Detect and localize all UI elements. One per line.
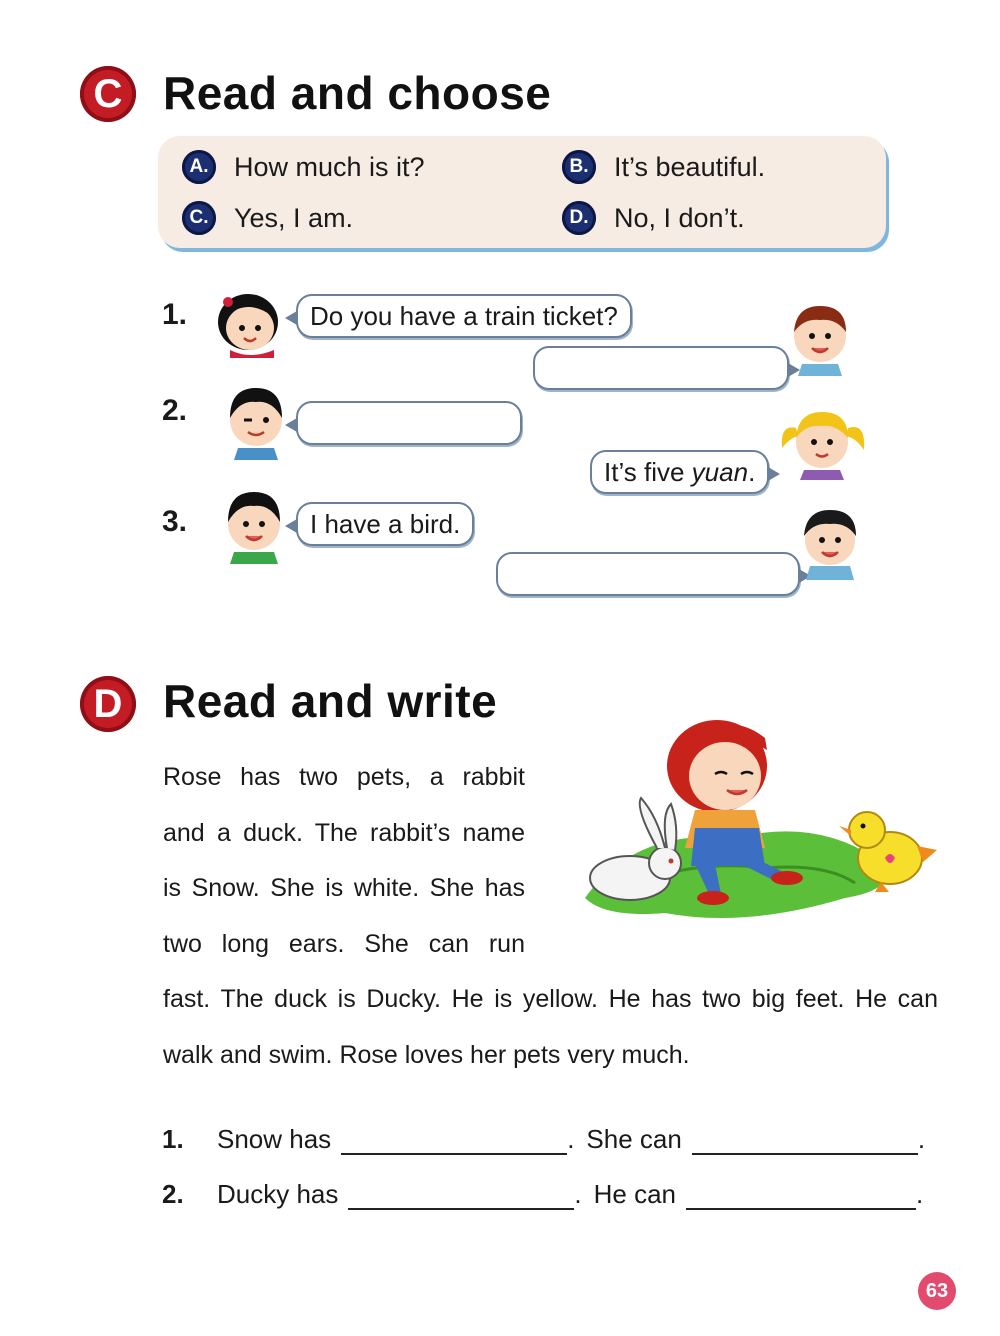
question-1-blank-2[interactable] bbox=[692, 1127, 918, 1155]
option-b-badge: B. bbox=[562, 150, 596, 184]
girl-avatar-icon bbox=[208, 288, 290, 358]
question-1-row bbox=[162, 1124, 925, 1155]
question-1-blank-1[interactable] bbox=[341, 1127, 567, 1155]
passage-line: is Snow. She is white. She has bbox=[163, 874, 525, 902]
dialogue-3-number: 3. bbox=[162, 505, 188, 538]
dialogue-1-answer-blank[interactable] bbox=[533, 346, 789, 390]
passage-wrapped-block bbox=[163, 750, 525, 972]
boy-avatar-icon bbox=[796, 504, 864, 580]
dialogue-1-number: 1. bbox=[162, 298, 188, 331]
option-d-text: No, I don’t. bbox=[614, 202, 745, 233]
blonde-girl-avatar-icon bbox=[776, 404, 870, 480]
passage-continuation: fast. The duck is Ducky. He is yellow. He has two big feet. He can walk and swim. Rose loves her pets very much. bbox=[163, 985, 938, 1069]
section-d-title: Read and write bbox=[163, 675, 498, 727]
dialogue-2-number: 2. bbox=[162, 394, 188, 427]
passage-line: Rose has two pets, a rabbit bbox=[163, 763, 525, 791]
passage-line: and a duck. The rabbit’s name bbox=[163, 818, 525, 847]
option-c bbox=[182, 201, 353, 235]
question-2-number: 2. bbox=[162, 1179, 184, 1209]
section-c-badge: C bbox=[80, 66, 136, 122]
question-2-part1: Ducky has bbox=[217, 1179, 339, 1209]
question-1-separator: . bbox=[567, 1124, 575, 1154]
option-a bbox=[182, 150, 425, 184]
dialogue-3-answer-blank[interactable] bbox=[496, 552, 800, 596]
option-a-badge: A. bbox=[182, 150, 216, 184]
question-1-part1: Snow has bbox=[217, 1124, 332, 1154]
dialogue-3-question-bubble: I have a bird. bbox=[296, 502, 474, 546]
dialogue-2-question-blank[interactable] bbox=[296, 401, 522, 445]
option-d-badge: D. bbox=[562, 201, 596, 235]
question-1-part2: She can bbox=[586, 1124, 682, 1154]
question-2-part2: He can bbox=[593, 1179, 677, 1209]
question-2-separator: . bbox=[574, 1179, 582, 1209]
section-c-title: Read and choose bbox=[163, 67, 552, 119]
page-number: 63 bbox=[925, 1279, 949, 1302]
question-2-row bbox=[162, 1179, 923, 1210]
question-1-end: . bbox=[917, 1124, 926, 1154]
option-c-badge: C. bbox=[182, 201, 216, 235]
rose-rabbit-duck-illustration bbox=[545, 698, 945, 930]
question-2-blank-1[interactable] bbox=[348, 1182, 574, 1210]
boy-avatar-icon bbox=[220, 488, 288, 564]
option-d bbox=[562, 201, 745, 235]
option-a-text: How much is it? bbox=[234, 151, 425, 182]
section-d-badge: D bbox=[80, 676, 136, 732]
options-panel bbox=[158, 136, 886, 248]
dialogue-1-question-bubble: Do you have a train ticket? bbox=[296, 294, 632, 338]
page-number-badge bbox=[918, 1272, 956, 1310]
dialogue-2-answer-bubble: It’s five yuan. bbox=[590, 450, 769, 494]
question-2-end: . bbox=[916, 1179, 924, 1209]
boy-avatar-icon bbox=[784, 300, 856, 376]
option-c-text: Yes, I am. bbox=[234, 202, 354, 233]
option-b-text: It’s beautiful. bbox=[614, 151, 766, 182]
question-1-number: 1. bbox=[162, 1124, 184, 1154]
passage-line: two long ears. She can run bbox=[163, 929, 525, 958]
option-b bbox=[562, 150, 765, 184]
question-2-blank-2[interactable] bbox=[686, 1182, 916, 1210]
boy-avatar-icon bbox=[222, 384, 290, 460]
